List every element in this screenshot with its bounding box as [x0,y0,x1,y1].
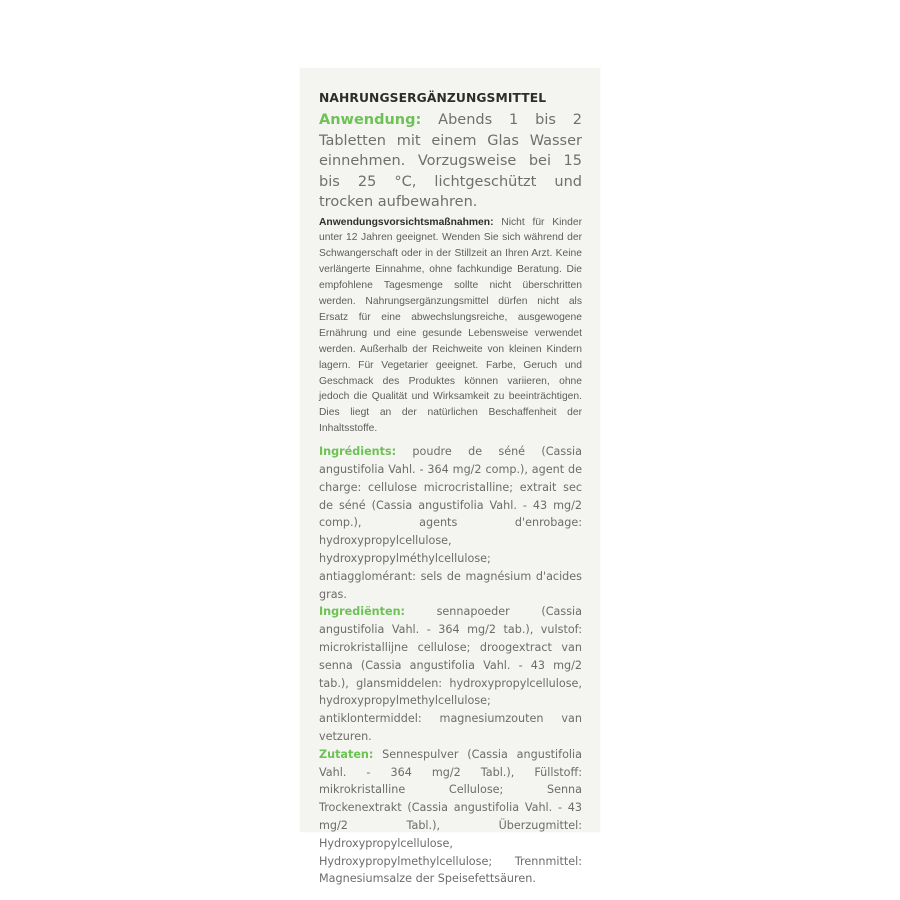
label-heading: NAHRUNGSERGÄNZUNGSMITTEL [319,91,547,105]
ingredients-fr-section [319,443,582,603]
usage-text: Abends 1 bis 2 Tabletten mit einem Glas Wasser einnehmen. Vorzugsweise bei 15 bis 25 °C, lichtgeschützt und trocken aufbewahren. [319,112,582,210]
precautions-section [319,215,582,438]
ingredients-nl-section [319,603,582,745]
ingredients-fr-label: Ingrédients: [319,445,397,459]
ingredients-nl-text: sennapoeder (Cassia angustifolia Vahl. - 364 mg/2 tab.), vulstof: microkristallijne cellulose; droogextract van senna (Cassia angustifolia Vahl. - 43 mg/2 tab.), glansmiddelen: hydroxypropylcellulose, hydroxypropylmethylcellulose; antiklontermiddel: magnesiumzouten van vetzuren. [319,605,582,743]
ingredients-fr-text: poudre de séné (Cassia angustifolia Vahl. - 364 mg/2 comp.), agent de charge: cellulose microcristalline; extrait sec de séné (Cassia angustifolia Vahl. - 43 mg/2 comp.), agents d'enrobage: hydroxypropylcellulose, hydroxypropylméthylcellulose; antiagglomérant: sels de magnésium d'acides gras. [319,445,582,601]
precautions-text: Nicht für Kinder unter 12 Jahren geeignet. Wenden Sie sich während der Schwangerschaft oder in der Stillzeit an Ihren Arzt. Keine verlängerte Einnahme, ohne fachkundige Beratung. Die empfohlene Tagesmenge sollte nicht überschritten werden. Nahrungsergänzungsmittel dürfen nicht als Ersatz für eine abwechslungsreiche, ausgewogene Ernährung und eine gesunde Lebensweise verwendet werden. Außerhalb der Reichweite von kleinen Kindern lagern. Für Vegetarier geeignet. Farbe, Geruch und Geschmack des Produktes können variieren, ohne jedoch die Qualität und Wirksamkeit zu beeinträchtigen. Dies liegt an der natürlichen Beschaffenheit der Inhaltsstoffe. [319,216,582,435]
ingredients-de-text: Sennespulver (Cassia angustifolia Vahl. - 364 mg/2 Tabl.), Füllstoff: mikrokristalline Cellulose; Senna Trockenextrakt (Cassia angustifolia Vahl. - 43 mg/2 Tabl.), Überzugmittel: Hydroxypropylcellulose, Hydroxypropylmethylcellulose; Trennmittel: Magnesiumsalze der Speisefettsäuren. [319,747,582,886]
precautions-label: Anwendungsvorsichtsmaßnahmen: [319,216,494,228]
ingredients-de-section [319,746,582,888]
usage-label: Anwendung: [319,112,422,128]
ingredients-nl-label: Ingrediënten: [319,605,406,619]
usage-section [319,110,582,213]
product-label-panel [300,68,600,886]
ingredients-de-label: Zutaten: [319,747,374,761]
